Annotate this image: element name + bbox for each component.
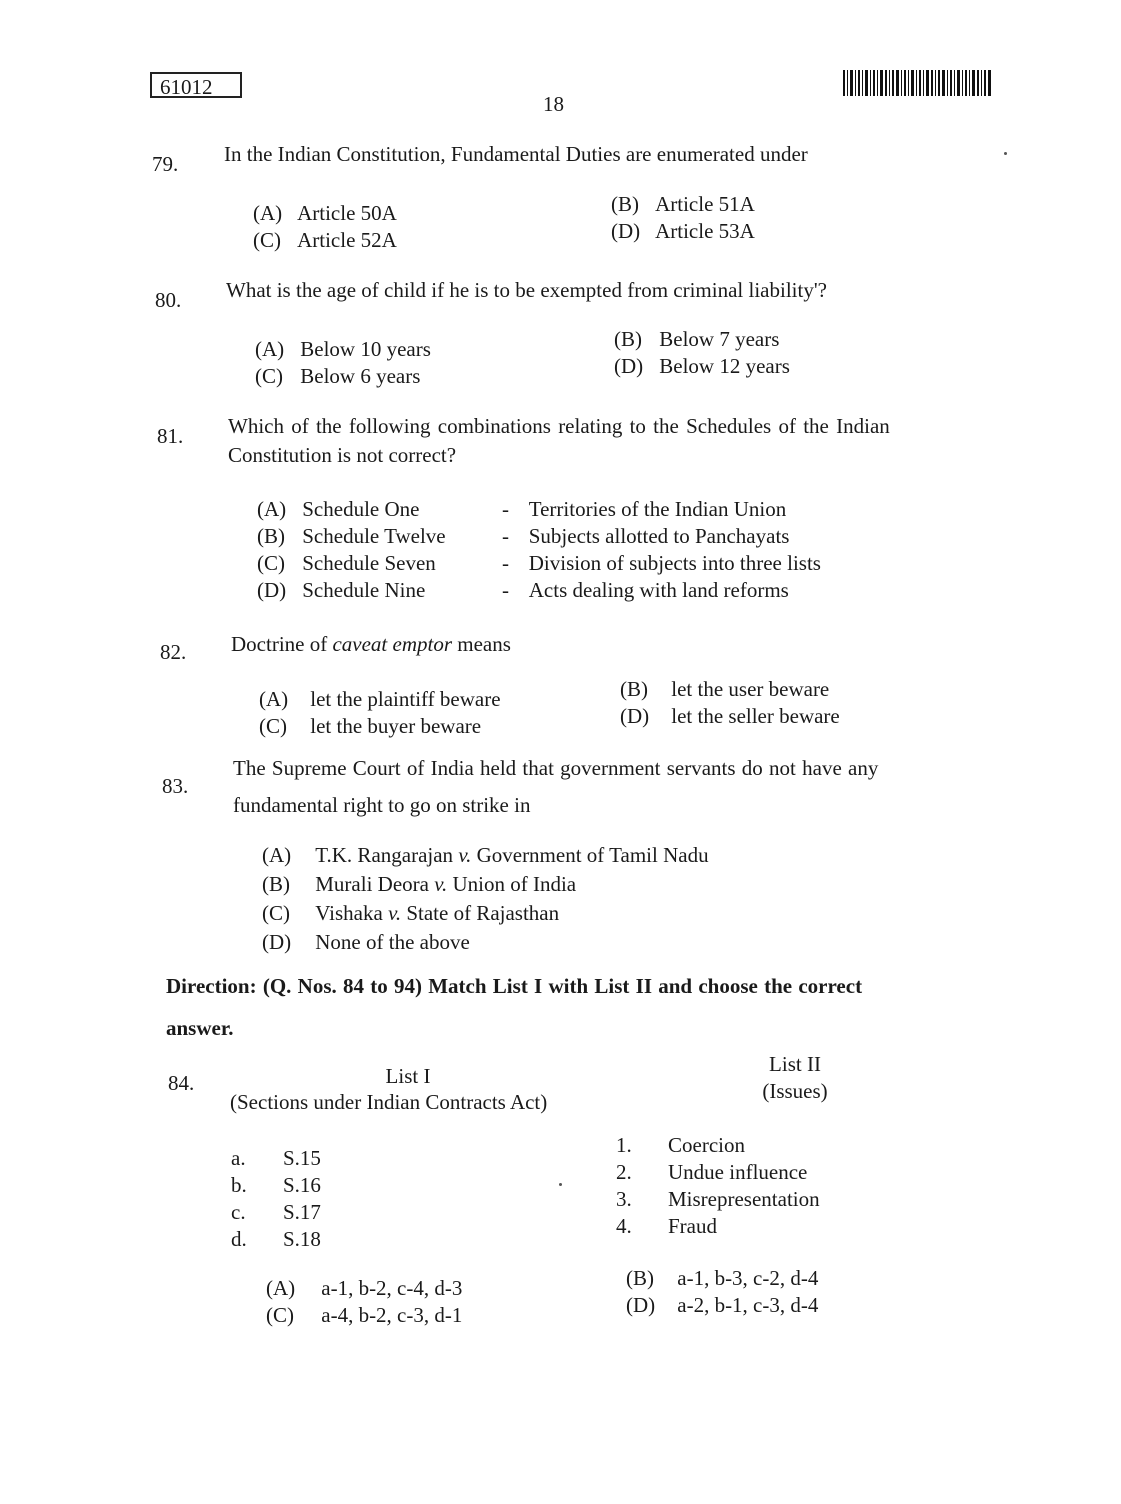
q80-option-d[interactable]: (D) Below 12 years <box>614 354 790 378</box>
q81-option-c[interactable]: (C) Schedule Seven - Division of subjects into three lists <box>257 551 821 575</box>
q84-list2-subtitle: (Issues) <box>762 1079 828 1103</box>
q81-text-line2: Constitution is not correct? <box>228 443 457 467</box>
q79-option-c[interactable]: (C) Article 52A <box>253 228 397 252</box>
q80-option-c[interactable]: (C) Below 6 years <box>255 364 421 388</box>
q84-list1-item-b: b. S.16 <box>231 1173 321 1197</box>
q83-option-a[interactable]: (A) T.K. Rangarajan v. Government of Tamil Nadu <box>262 843 709 867</box>
page-number: 18 <box>543 92 564 116</box>
direction-line2: answer. <box>166 1016 234 1040</box>
q80-option-b[interactable]: (B) Below 7 years <box>614 327 780 351</box>
q84-list2-item-1: 1. Coercion <box>616 1133 745 1157</box>
q82-option-b[interactable]: (B) let the user beware <box>620 677 830 701</box>
q80-text: What is the age of child if he is to be exempted from criminal liability'? <box>226 278 827 302</box>
q81-option-b[interactable]: (B) Schedule Twelve - Subjects allotted to Panchayats <box>257 524 790 548</box>
q83-number: 83. <box>162 774 189 798</box>
direction-line1: Direction: (Q. Nos. 84 to 94) Match List I with List II and choose the correct <box>166 974 863 998</box>
q84-list1-subtitle: (Sections under Indian Contracts Act) <box>230 1090 548 1114</box>
q79-option-d[interactable]: (D) Article 53A <box>611 219 755 243</box>
q79-number: 79. <box>152 152 179 176</box>
q83-text-line1: The Supreme Court of India held that government servants do not have any <box>233 756 879 780</box>
q82-option-c[interactable]: (C) let the buyer beware <box>259 714 482 738</box>
q83-option-c[interactable]: (C) Vishaka v. State of Rajasthan <box>262 901 560 925</box>
q84-list2-item-2: 2. Undue influence <box>616 1160 808 1184</box>
q79-text: In the Indian Constitution, Fundamental Duties are enumerated under <box>224 142 808 166</box>
q84-list2-item-4: 4. Fraud <box>616 1214 717 1238</box>
q84-list1-item-d: d. S.18 <box>231 1227 321 1251</box>
q80-option-a[interactable]: (A) Below 10 years <box>255 337 431 361</box>
q79-option-a[interactable]: (A) Article 50A <box>253 201 397 225</box>
q84-number: 84. <box>168 1071 195 1095</box>
q80-number: 80. <box>155 288 182 312</box>
barcode <box>843 70 991 96</box>
q81-number: 81. <box>157 424 184 448</box>
scan-speck <box>559 1183 562 1186</box>
q84-option-c[interactable]: (C) a-4, b-2, c-3, d-1 <box>266 1303 463 1327</box>
q83-option-d[interactable]: (D) None of the above <box>262 930 470 954</box>
q84-list2-item-3: 3. Misrepresentation <box>616 1187 820 1211</box>
q84-option-b[interactable]: (B) a-1, b-3, c-2, d-4 <box>626 1266 819 1290</box>
q84-list1-title: List I <box>385 1064 431 1088</box>
scan-speck <box>1004 152 1007 155</box>
paper-code-box <box>150 72 242 98</box>
q83-text-line2: fundamental right to go on strike in <box>233 793 531 817</box>
q82-option-a[interactable]: (A) let the plaintiff beware <box>259 687 501 711</box>
q79-option-b[interactable]: (B) Article 51A <box>611 192 755 216</box>
q84-list1-item-a: a. S.15 <box>231 1146 321 1170</box>
paper-code: 61012 <box>160 75 213 99</box>
q81-option-a[interactable]: (A) Schedule One - Territories of the Indian Union <box>257 497 787 521</box>
q83-option-b[interactable]: (B) Murali Deora v. Union of India <box>262 872 577 896</box>
q84-list1-item-c: c. S.17 <box>231 1200 321 1224</box>
q82-option-d[interactable]: (D) let the seller beware <box>620 704 840 728</box>
q84-option-a[interactable]: (A) a-1, b-2, c-4, d-3 <box>266 1276 463 1300</box>
q82-number: 82. <box>160 640 187 664</box>
q84-option-d[interactable]: (D) a-2, b-1, c-3, d-4 <box>626 1293 819 1317</box>
q84-list2-title: List II <box>769 1052 821 1076</box>
q81-text-line1: Which of the following combinations relating to the Schedules of the Indian <box>228 414 890 438</box>
q81-option-d[interactable]: (D) Schedule Nine - Acts dealing with land reforms <box>257 578 789 602</box>
q82-text: Doctrine of caveat emptor means <box>231 632 511 656</box>
